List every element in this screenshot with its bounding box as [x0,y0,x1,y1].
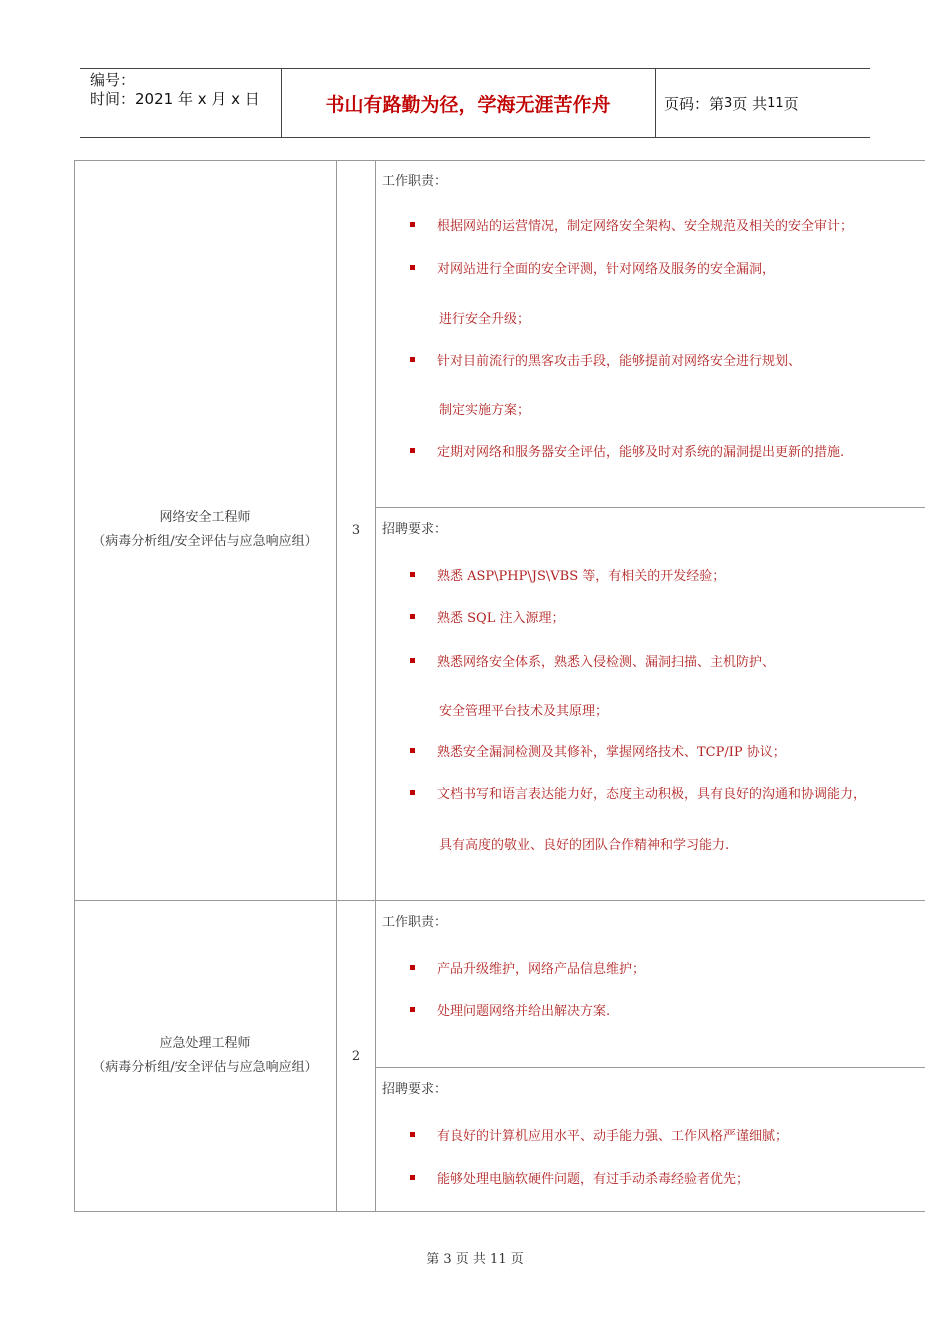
bullet-icon [410,265,415,270]
page-footer: 第 3 页 共 11 页 [426,1252,524,1267]
code-label: 编号： [90,71,136,89]
bullet-icon [410,1132,415,1137]
page-suffix: 页 [783,94,799,113]
bullet-icon [410,222,415,227]
header-page-info [664,69,799,137]
bullet-icon [410,357,415,362]
list-item: 熟悉 SQL 注入源理； [410,607,564,626]
bullet-icon [410,658,415,663]
list-item-continuation: 具有高度的敬业、良好的团队合作精神和学习能力. [439,838,730,853]
section-divider [375,507,925,508]
table-border-top [74,160,925,161]
bullet-icon [410,790,415,795]
list-item: 熟悉 ASP\PHP\JS\VBS 等，有相关的开发经验； [410,565,725,584]
list-item: 处理问题网络并给出解决方案. [410,1000,610,1019]
bullet-icon [410,448,415,453]
table-border-bottom [74,1211,925,1212]
requirements-label: 招聘要求： [382,1082,448,1097]
position-title: 应急处理工程师 [159,1036,251,1051]
list-item-continuation: 进行安全升级； [439,312,531,327]
bullet-icon [410,1175,415,1180]
list-item: 文档书写和语言表达能力好，态度主动积极，具有良好的沟通和协调能力， [410,783,866,802]
headcount: 3 [351,523,361,538]
list-item: 有良好的计算机应用水平、动手能力强、工作风格严谨细腻； [410,1125,788,1144]
header-meta [90,71,260,109]
bullet-icon [410,1007,415,1012]
duties-label: 工作职责： [382,915,448,930]
page-mid: 页 共 [732,94,768,113]
page-header [80,68,870,138]
time-label: 时间：2021 年 x 月 x 日 [90,90,260,108]
header-motto: 书山有路勤为径，学海无涯苦作舟 [325,93,611,116]
list-item: 能够处理电脑软硬件问题，有过手动杀毒经验者优先； [410,1168,749,1187]
position-title-cell [74,1032,336,1080]
list-item: 针对目前流行的黑客攻击手段，能够提前对网络安全进行规划、 [410,350,801,369]
duties-label: 工作职责： [382,174,448,189]
position-title-cell [74,506,336,554]
position-group: （病毒分析组/安全评估与应急响应组） [92,1060,318,1075]
list-item: 熟悉安全漏洞检测及其修补，掌握网络技术、TCP/IP 协议； [410,741,786,760]
page-number: 3 [724,95,733,111]
position-group: （病毒分析组/安全评估与应急响应组） [92,534,318,549]
row-divider [74,900,925,901]
list-item-continuation: 制定实施方案； [439,403,531,418]
list-item-continuation: 安全管理平台技术及其原理； [439,704,609,719]
list-item: 根据网站的运营情况，制定网络安全架构、安全规范及相关的安全审计； [410,215,853,234]
requirements-label: 招聘要求： [382,522,448,537]
section-divider [375,1067,925,1068]
headcount: 2 [351,1049,361,1064]
bullet-icon [410,965,415,970]
page-prefix: 页码：第 [664,94,725,113]
header-divider [655,69,656,137]
list-item: 产品升级维护，网络产品信息维护； [410,958,645,977]
position-title: 网络安全工程师 [159,510,251,525]
list-item: 定期对网络和服务器安全评估，能够及时对系统的漏洞提出更新的措施. [410,441,844,460]
list-item: 对网站进行全面的安全评测，针对网络及服务的安全漏洞， [410,258,775,277]
bullet-icon [410,572,415,577]
page-total: 11 [767,95,784,111]
list-item: 熟悉网络安全体系，熟悉入侵检测、漏洞扫描、主机防护、 [410,651,775,670]
bullet-icon [410,614,415,619]
bullet-icon [410,748,415,753]
